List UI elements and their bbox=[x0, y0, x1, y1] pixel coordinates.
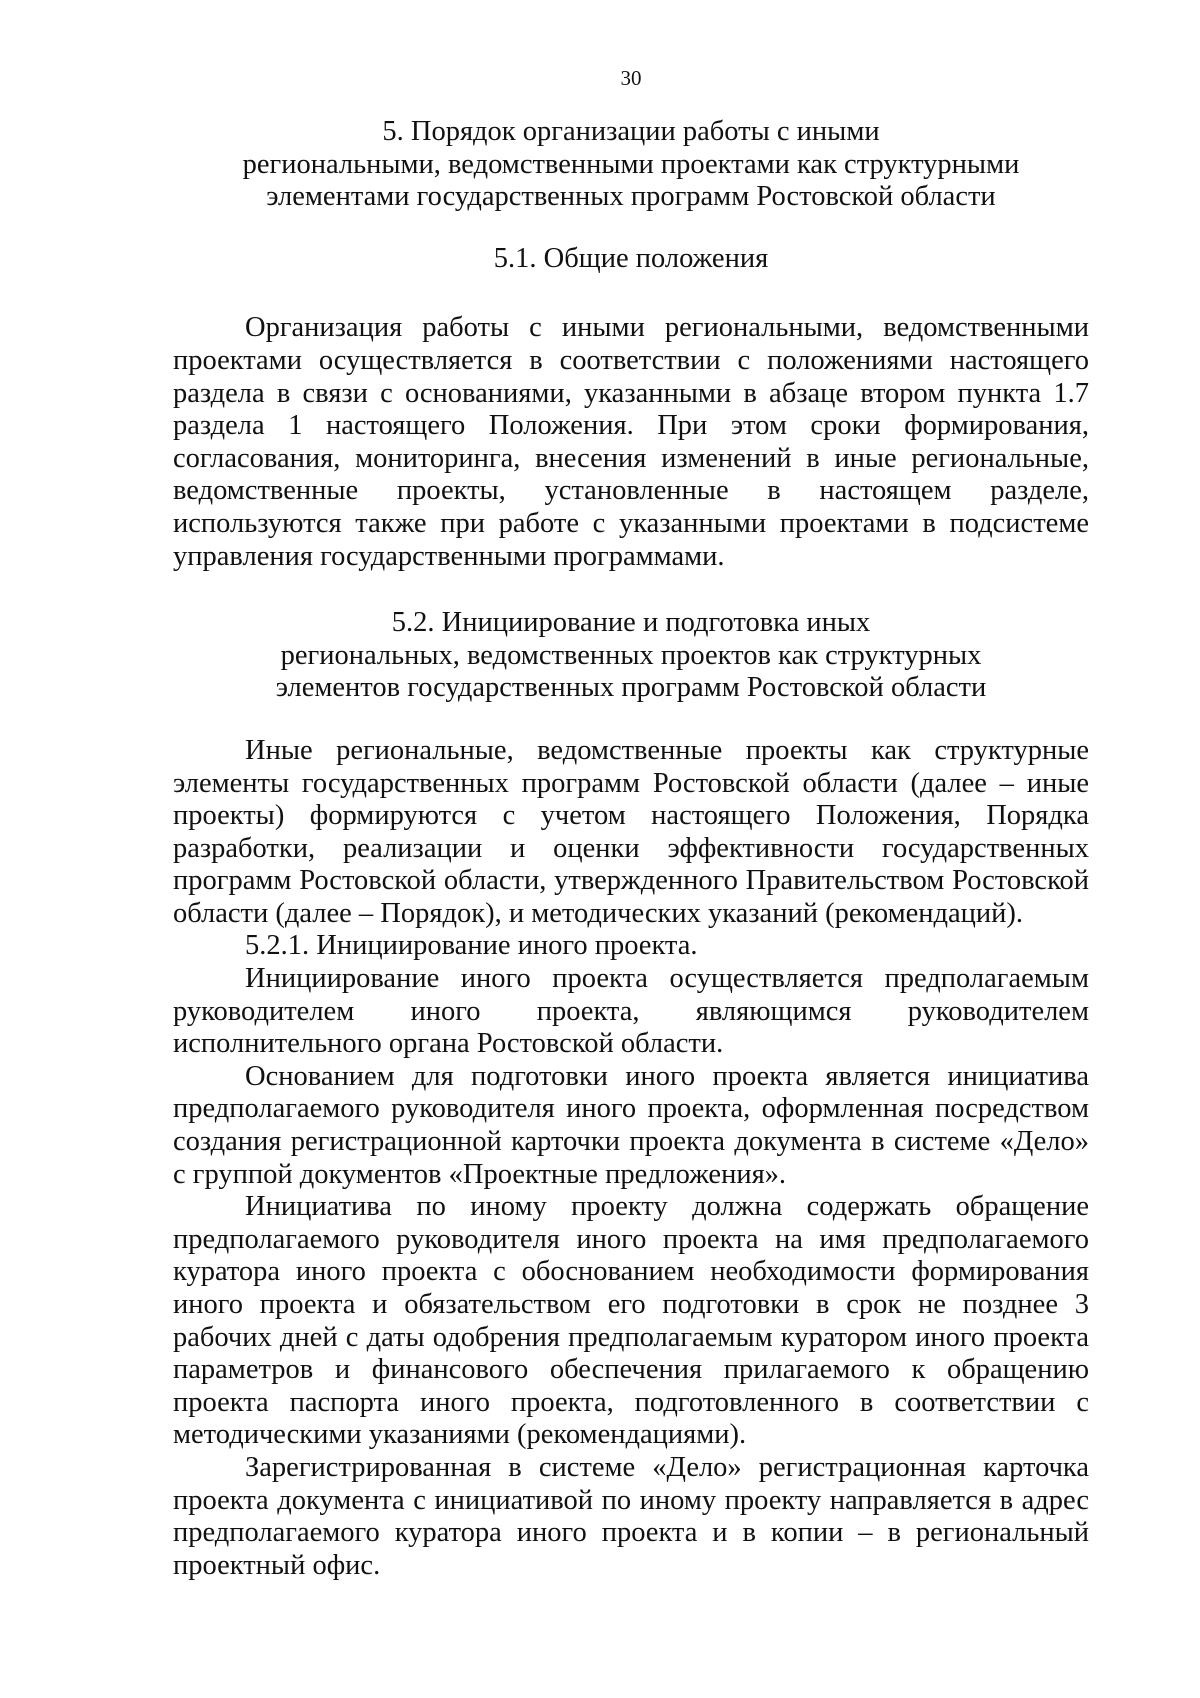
section-5-2-title-line: 5.2. Инициирование и подготовка иных bbox=[391, 607, 871, 639]
section-5-2-title-line: региональных, ведомственных проектов как структурных bbox=[280, 639, 982, 671]
section-5-2-paragraph: Инициирование иного проекта осуществляется предполагаемым руководителем иного проекта, являющимся руководителем исполнительного органа Ростовской области. bbox=[173, 963, 1089, 1060]
section-5-heading-line: элементами государственных программ Ростовской области bbox=[266, 181, 996, 213]
section-5-2-title-line: элементов государственных программ Ростовской области bbox=[275, 672, 987, 704]
section-5-2-paragraph: Иные региональные, ведомственные проекты как структурные элементы государственных программ Ростовской области (далее – иные проекты) формируются с учетом настоящего Положения, Порядка разработки, реализации и оценки эффективности государственных программ Ростовской области, утвержденного Правительством Ростовской области (далее – Порядок), и методических указаний (рекомендаций). bbox=[173, 734, 1089, 929]
section-5-heading bbox=[173, 116, 1089, 214]
subsection-5-2-1-title: 5.2.1. Инициирование иного проекта. bbox=[245, 930, 698, 962]
section-5-2-title bbox=[173, 607, 1089, 705]
section-5-1-title: 5.1. Общие положения bbox=[493, 242, 769, 274]
section-5-2-paragraph: Основанием для подготовки иного проекта является инициатива предполагаемого руководителя иного проекта, оформленная посредством создания регистрационной карточки проекта документа в системе «Дело» с группой документов «Проектные предложения». bbox=[173, 1060, 1089, 1190]
section-5-heading-line: региональными, ведомственными проектами как структурными bbox=[242, 148, 1020, 180]
section-5-heading-line: 5. Порядок организации работы с иными bbox=[382, 116, 880, 147]
page-number: 30 bbox=[620, 66, 642, 90]
section-5-1-paragraph: Организация работы с иными региональными, ведомственными проектами осуществляется в соответствии с положениями настоящего раздела в связи с основаниями, указанными в абзаце втором пункта 1.7 раздела 1 настоящего Положения. При этом сроки формирования, согласования, мониторинга, внесения изменений в иные региональные, ведомственные проекты, установленные в настоящем разделе, используются также при работе с указанными проектами в подсистеме управления государственными программами. bbox=[173, 312, 1089, 572]
section-5-2-paragraph: Инициатива по иному проекту должна содержать обращение предполагаемого руководителя иного проекта на имя предполагаемого куратора иного проекта с обоснованием необходимости формирования иного проекта и обязательством его подготовки в срок не позднее 3 рабочих дней с даты одобрения предполагаемым куратором иного проекта параметров и финансового обеспечения прилагаемого к обращению проекта паспорта иного проекта, подготовленного в соответствии с методическими указаниями (рекомендациями). bbox=[173, 1191, 1089, 1451]
section-5-2-paragraph: Зарегистрированная в системе «Дело» регистрационная карточка проекта документа с инициативой по иному проекту направляется в адрес предполагаемого куратора иного проекта и в копии – в региональный проектный офис. bbox=[173, 1451, 1089, 1581]
